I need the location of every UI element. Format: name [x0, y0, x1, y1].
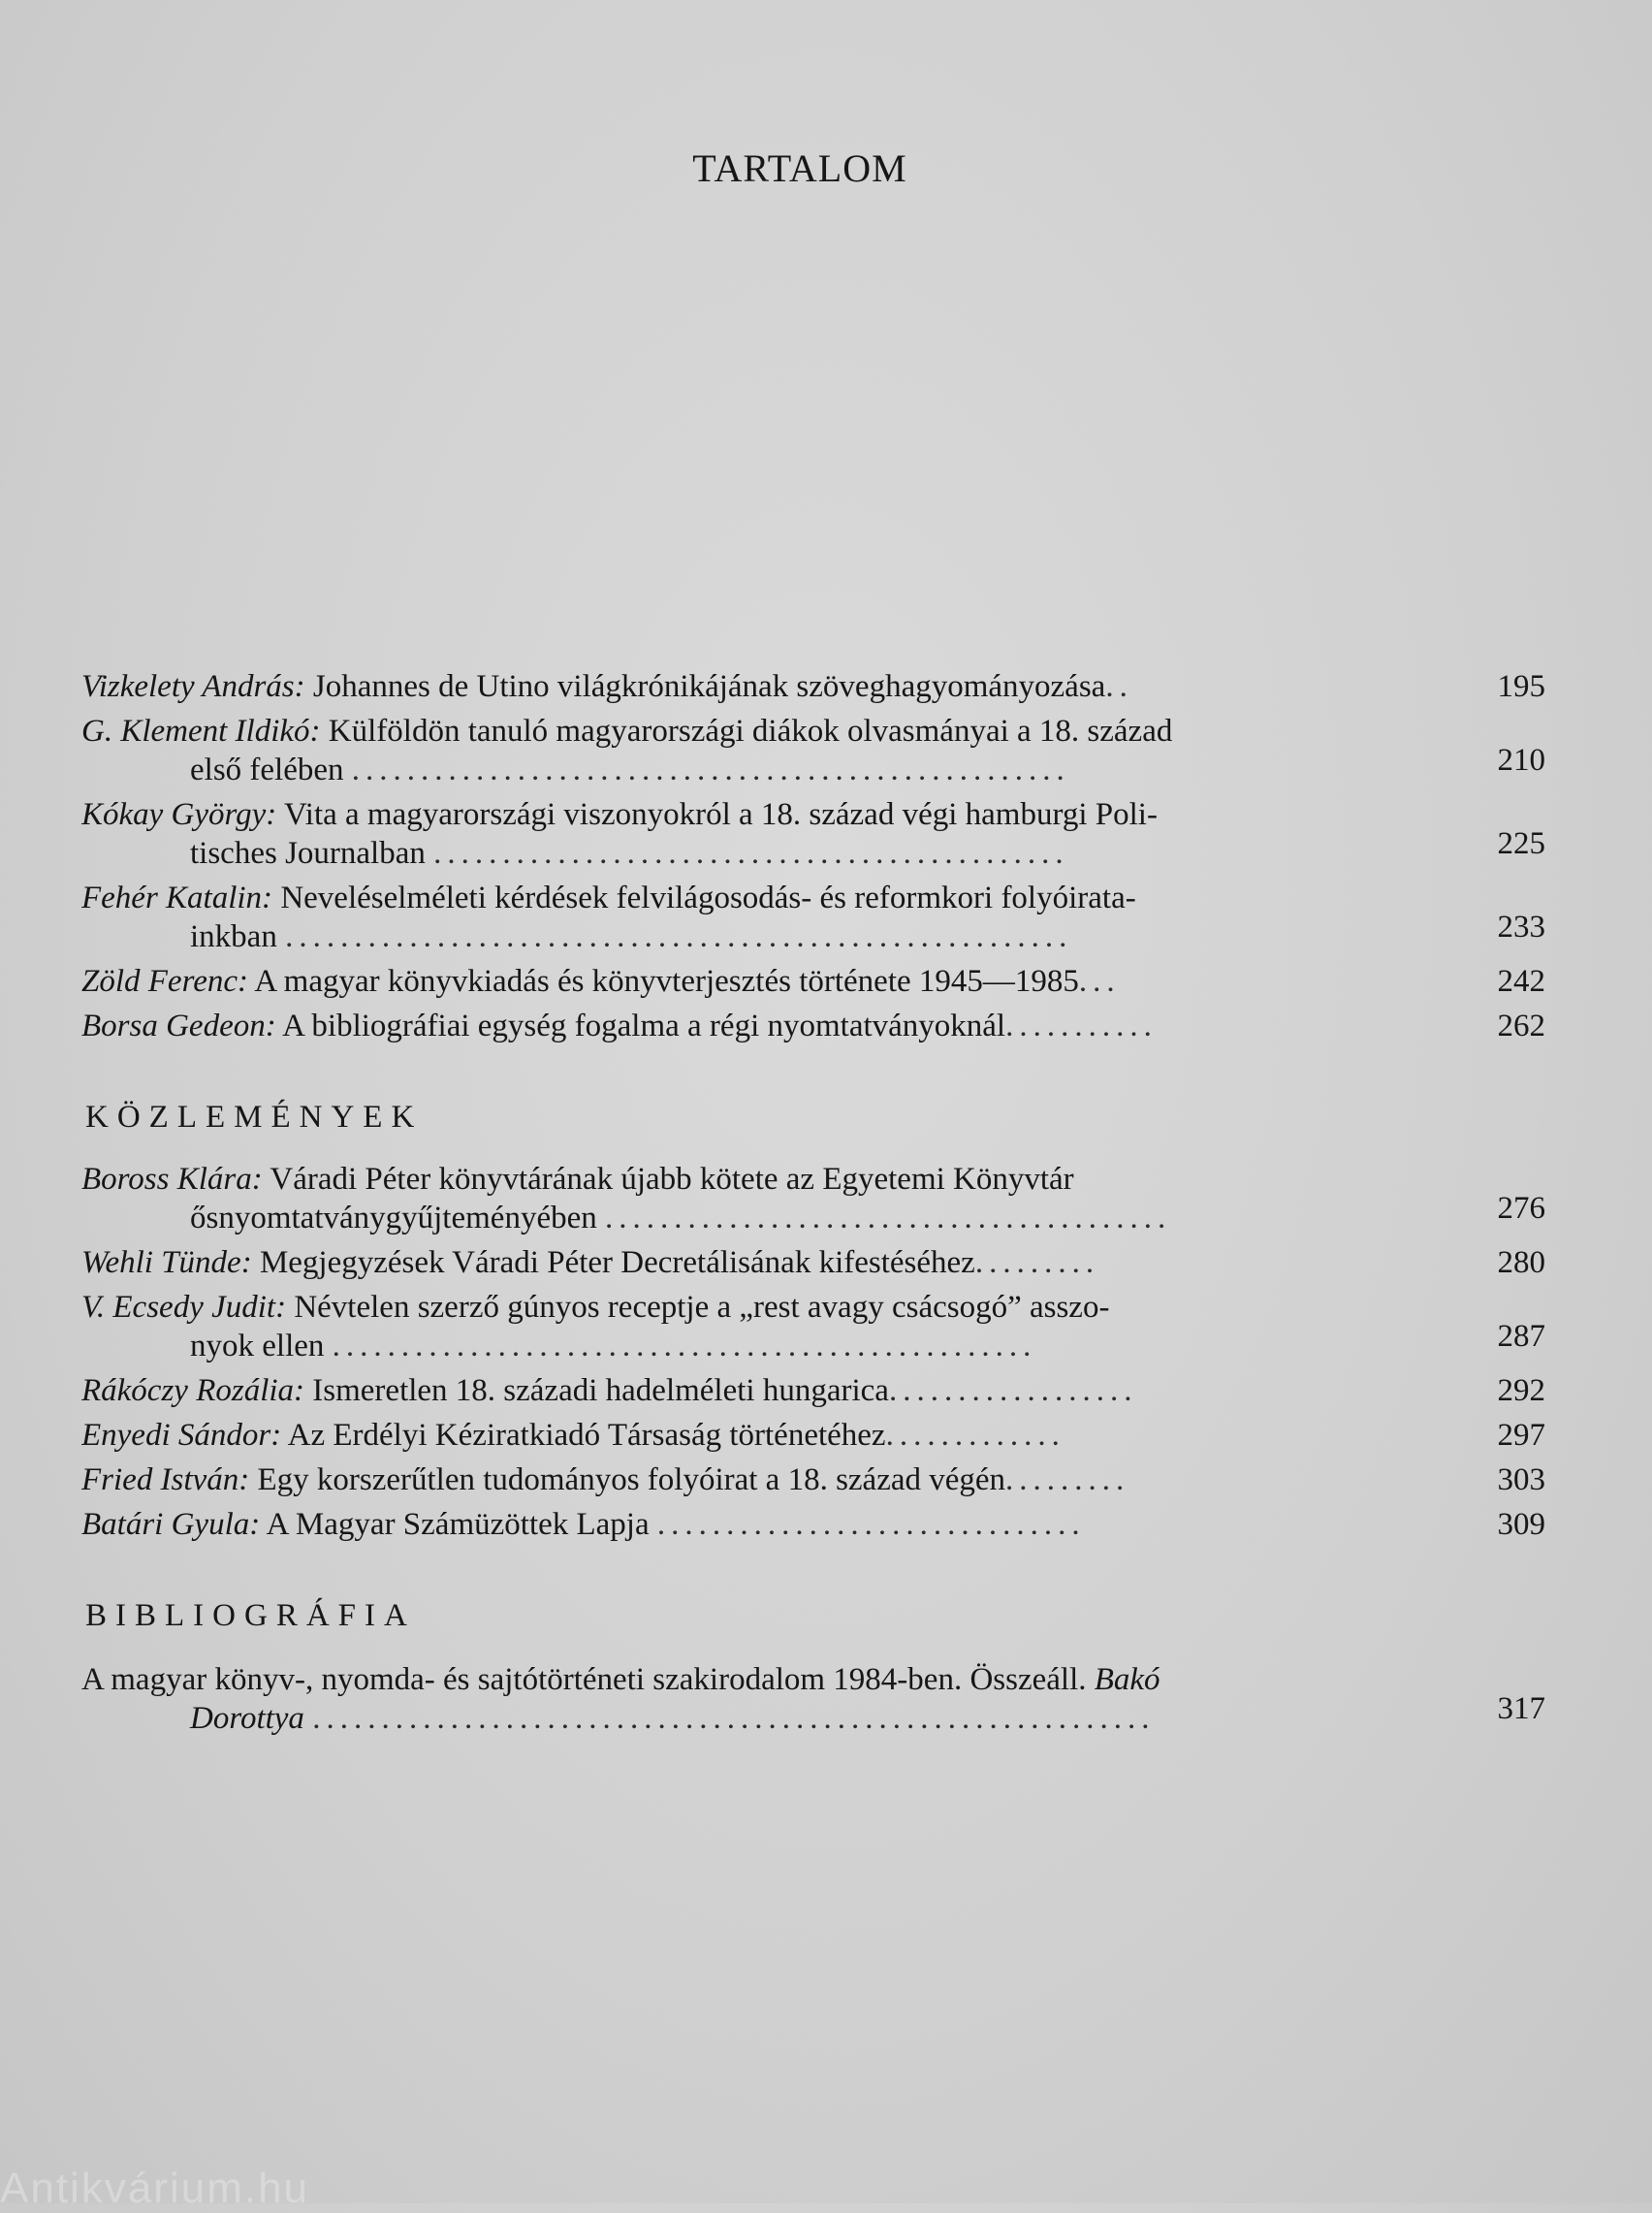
- entry-author: Zöld Ferenc:: [81, 964, 248, 999]
- section-heading-bibliografia: BIBLIOGRÁFIA: [85, 1598, 416, 1633]
- entry-page-number: 287: [1497, 1319, 1545, 1354]
- toc-entry: [81, 1243, 1545, 1282]
- entry-page-number: 210: [1497, 743, 1545, 778]
- entry-title: A magyar könyv-, nyomda- és sajtótörténeti szakirodalom 1984-ben. Összeáll.: [81, 1662, 1087, 1697]
- entry-title: Névtelen szerző gúnyos receptje a „rest avagy csácsogó” asszo-: [294, 1290, 1110, 1325]
- entry-page-number: 195: [1497, 669, 1545, 704]
- entry-page-number: 292: [1497, 1373, 1545, 1408]
- toc-entry: [81, 667, 1545, 706]
- toc-entry: [81, 1460, 1545, 1499]
- entry-title: Neveléselméleti kérdések felvilágosodás- és reformkori folyóirata-: [280, 881, 1136, 915]
- toc-entry: [81, 879, 1545, 956]
- toc-entry: [81, 962, 1545, 1001]
- leader-dots: .............................................................: [312, 1701, 1156, 1736]
- entry-title: Vita a magyarországi viszonyokról a 18. század végi hamburgi Poli-: [283, 797, 1158, 832]
- leader-dots: ..: [1105, 669, 1133, 704]
- entry-author: Borsa Gedeon:: [81, 1009, 276, 1043]
- entry-title-continued: ősnyomtatványgyűjteményében: [190, 1201, 597, 1235]
- entry-author: Enyedi Sándor:: [81, 1418, 282, 1453]
- entry-author: Rákóczy Rozália:: [81, 1373, 305, 1408]
- leader-dots: .........: [1005, 1462, 1130, 1497]
- leader-dots: .............: [885, 1418, 1065, 1453]
- entry-page-number: 280: [1497, 1245, 1545, 1280]
- leader-dots: ....................................................: [351, 753, 1070, 787]
- kozlemenyek-list: [81, 1160, 1545, 1550]
- page-title: TARTALOM: [692, 146, 907, 190]
- entry-title: Az Erdélyi Kéziratkiadó Társaság történetéhez: [287, 1418, 886, 1453]
- entry-title-continued: inkban: [190, 919, 277, 954]
- entry-author: G. Klement Ildikó:: [81, 714, 321, 749]
- leader-dots: .........................................................: [285, 919, 1073, 954]
- toc-entry: [81, 1660, 1545, 1738]
- watermark: Antikvárium.hu: [0, 2165, 310, 2212]
- entry-page-number: 297: [1497, 1418, 1545, 1453]
- entry-author: Wehli Tünde:: [81, 1245, 252, 1280]
- leader-dots: ...........: [1005, 1009, 1158, 1043]
- leader-dots: ..................: [888, 1373, 1138, 1408]
- entry-author: Kókay György:: [81, 797, 277, 832]
- entry-page-number: 303: [1497, 1462, 1545, 1497]
- leader-dots: ...................................................: [332, 1329, 1037, 1363]
- entry-author: Fried István:: [81, 1462, 250, 1497]
- toc-entry: [81, 1416, 1545, 1455]
- entry-title: Megjegyzések Váradi Péter Decretálisának kifestéséhez: [259, 1245, 975, 1280]
- toc-entry: [81, 1371, 1545, 1410]
- entry-title-continued: tisches Journalban: [190, 836, 426, 871]
- leader-dots: .........: [974, 1245, 1100, 1280]
- section-heading-kozlemenyek: KÖZLEMÉNYEK: [85, 1100, 424, 1135]
- entry-title: Váradi Péter könyvtárának újabb kötete az Egyetemi Könyvtár: [270, 1162, 1074, 1197]
- toc-entry: [81, 795, 1545, 873]
- entry-page-number: 225: [1497, 826, 1545, 861]
- entry-page-number: 309: [1497, 1507, 1545, 1542]
- entry-title: A Magyar Számüzöttek Lapja: [266, 1507, 650, 1542]
- toc-entry: [81, 1505, 1545, 1544]
- entry-page-number: 242: [1497, 964, 1545, 999]
- entry-title-continued: első felében: [190, 753, 344, 787]
- leader-dots: .........................................: [605, 1201, 1172, 1235]
- entry-title: Külföldön tanuló magyarországi diákok olvasmányai a 18. század: [328, 714, 1173, 749]
- entry-title: Ismeretlen 18. századi hadelméleti hungarica: [312, 1373, 889, 1408]
- entry-title: A magyar könyvkiadás és könyvterjesztés története 1945—1985: [254, 964, 1079, 999]
- entry-page-number: 317: [1497, 1691, 1545, 1726]
- toc-entry: [81, 1288, 1545, 1365]
- studies-list: [81, 667, 1545, 1051]
- entry-page-number: 276: [1497, 1191, 1545, 1226]
- leader-dots: ..............................................: [433, 836, 1069, 871]
- leader-dots: ...............................: [656, 1507, 1086, 1542]
- entry-page-number: 233: [1497, 910, 1545, 945]
- toc-entry: [81, 1160, 1545, 1237]
- entry-author: Bakó: [1094, 1662, 1160, 1697]
- entry-author: Fehér Katalin:: [81, 881, 273, 915]
- entry-author: Vizkelety András:: [81, 669, 305, 704]
- entry-title: Johannes de Utino világkrónikájának szöveghagyományozása: [312, 669, 1106, 704]
- entry-author: Batári Gyula:: [81, 1507, 261, 1542]
- entry-title-continued: nyok ellen: [190, 1329, 325, 1363]
- toc-entry: [81, 1007, 1545, 1045]
- entry-author-continued: Dorottya: [190, 1701, 304, 1736]
- entry-title: Egy korszerűtlen tudományos folyóirat a 18. század végén: [257, 1462, 1006, 1497]
- entry-title: A bibliográfiai egység fogalma a régi nyomtatványoknál: [282, 1009, 1006, 1043]
- entry-author: Boross Klára:: [81, 1162, 263, 1197]
- entry-page-number: 262: [1497, 1009, 1545, 1043]
- toc-entry: [81, 712, 1545, 789]
- bibliografia-list: [81, 1660, 1545, 1744]
- entry-author: V. Ecsedy Judit:: [81, 1290, 287, 1325]
- leader-dots: ...: [1078, 964, 1121, 999]
